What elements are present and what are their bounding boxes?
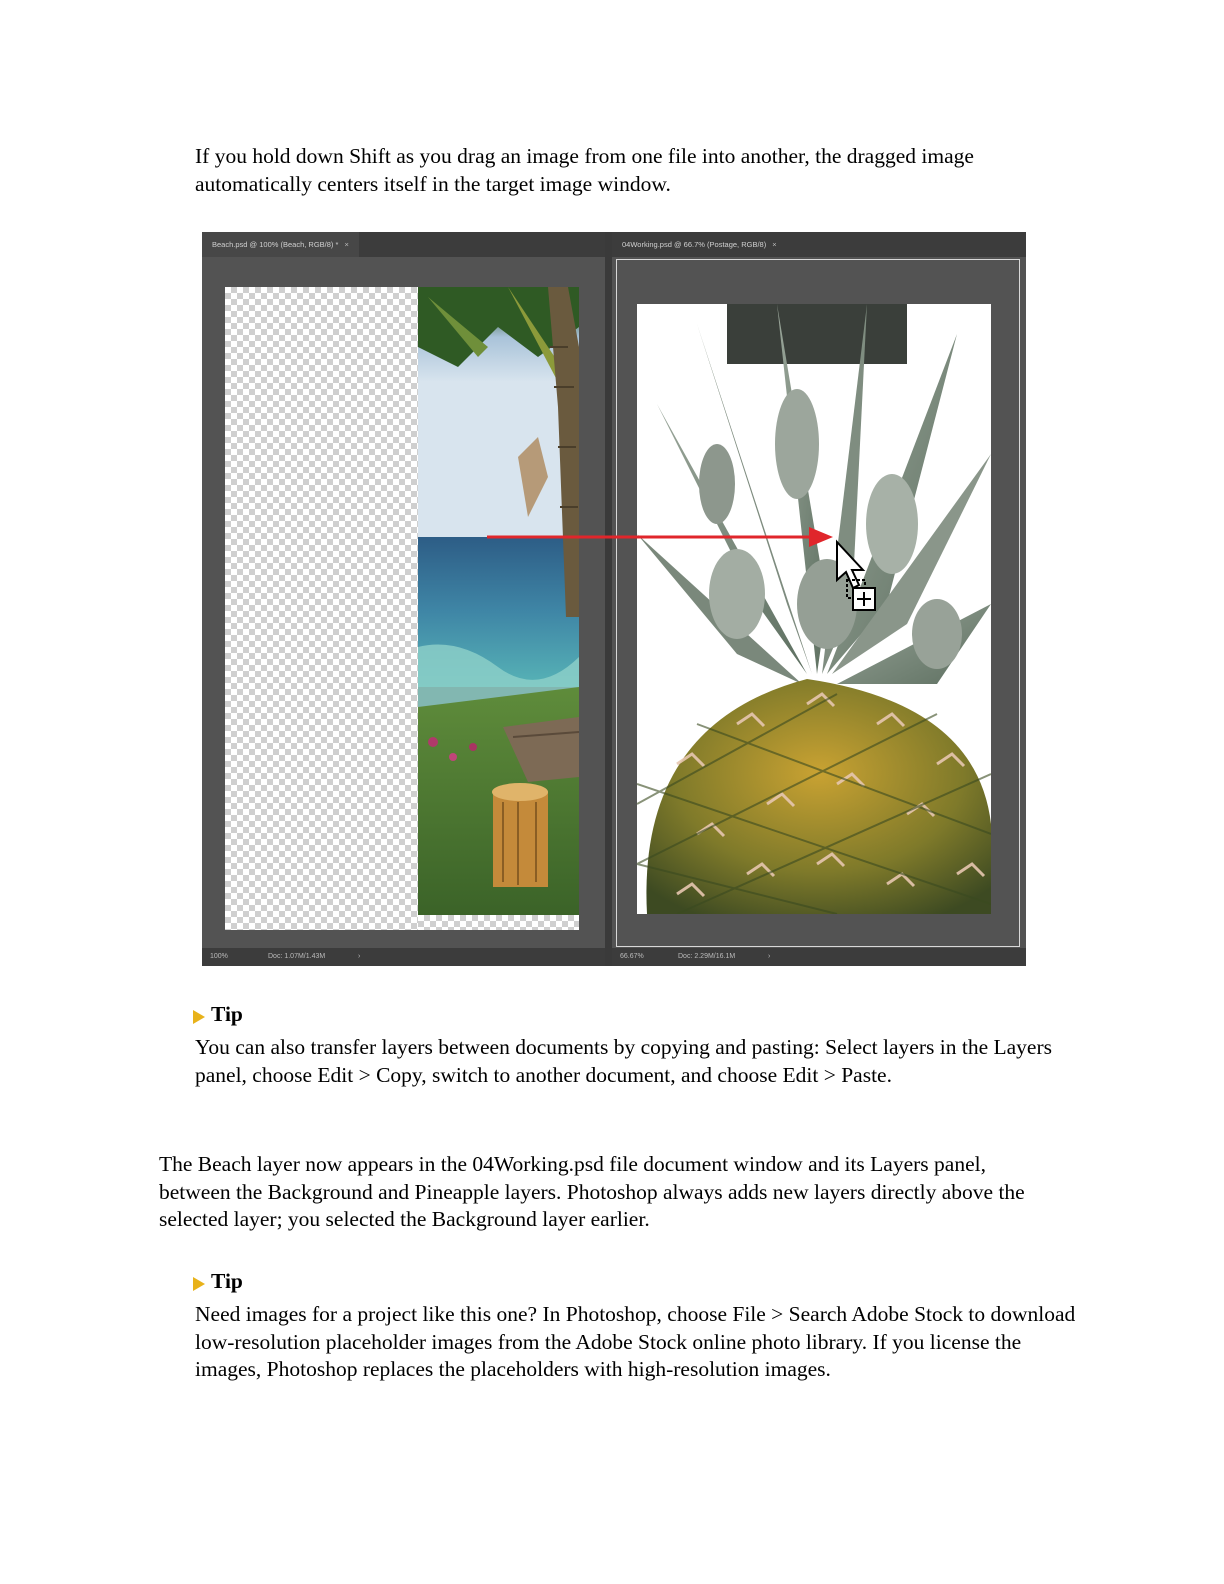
photoshop-screenshot-figure [202,232,1026,966]
zoom-level[interactable]: 100% [210,953,228,960]
beach-photo [418,287,579,915]
tip-heading [193,1268,243,1295]
close-icon[interactable]: × [344,240,349,249]
tip-text: You can also transfer layers between documents by copying and pasting: Select layers in the Layers panel, choose Edit > Copy, switch to another document, and choose Edit > Paste. [195,1035,1052,1087]
drag-copy-cursor-icon [837,542,887,617]
tab-bar [202,232,605,257]
tab-title: 04Working.psd @ 66.7% (Postage, RGB/8) [622,240,767,249]
tip-marker-icon [193,1010,205,1024]
status-bar [612,948,1026,966]
pineapple-photo [637,304,991,914]
tip-marker-icon [193,1277,205,1291]
close-icon[interactable]: × [772,240,777,249]
tab-title: Beach.psd @ 100% (Beach, RGB/8) * [212,240,339,249]
doc-size: Doc: 1.07M/1.43M [268,953,326,960]
chevron-right-icon[interactable]: › [358,953,361,960]
pineapple-canvas [637,304,991,914]
tip-text: Need images for a project like this one? In Photoshop, choose File > Search Adobe Stock to download low-resolution placeholder images from the Adobe Stock online photo library. If you license the images, Photoshop replaces the placeholders with high-resolution images. [195,1302,1076,1381]
tab-beach-psd[interactable] [202,232,359,257]
working-document-window [612,232,1026,966]
transparency-checkerboard [418,915,579,930]
beach-canvas [225,287,579,930]
chevron-right-icon[interactable]: › [768,953,771,960]
doc-size: Doc: 2.29M/16.1M [678,953,736,960]
tip-heading [193,1001,243,1028]
drag-direction-arrow-icon [487,522,837,552]
beach-document-window [202,232,605,966]
status-bar [202,948,605,966]
transparency-checkerboard [225,287,418,930]
zoom-level[interactable]: 66.67% [620,953,644,960]
intro-paragraph: If you hold down Shift as you drag an image from one file into another, the dragged image automatically centers itself in the target image window. [195,144,974,196]
body-paragraph: The Beach layer now appears in the 04Working.psd file document window and its Layers panel, between the Background and Pineapple layers. Photoshop always adds new layers directly above the selected layer; you selected the Background layer earlier. [159,1152,1025,1231]
tip-heading-label: Tip [211,1269,243,1293]
window-divider [605,232,612,966]
tip-heading-label: Tip [211,1002,243,1026]
tab-04working-psd[interactable] [612,232,787,257]
tab-bar [612,232,1026,257]
